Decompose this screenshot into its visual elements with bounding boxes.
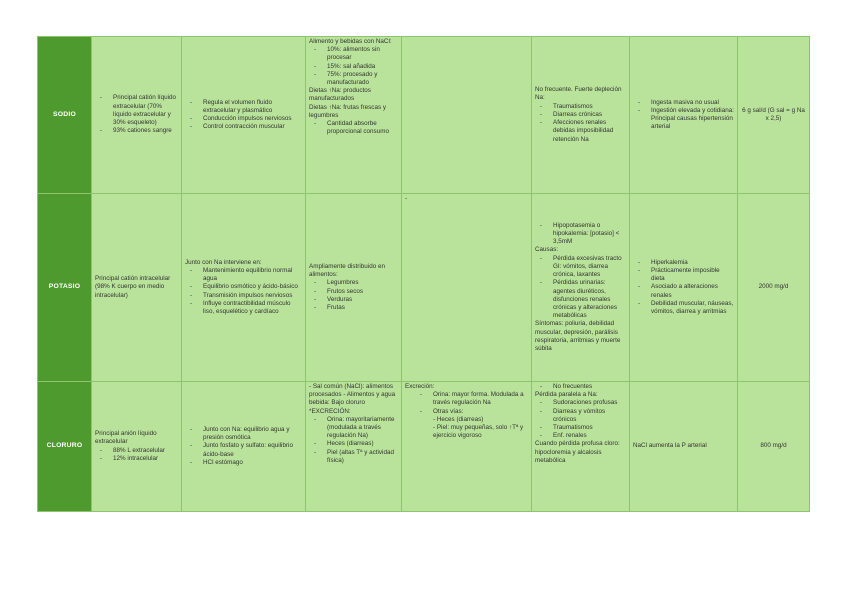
cell-functions: - Junto con Na: equilibrio agua y presión osmótica - Junto fosfato y sulfato: equilibrio ácido-base - HCl estómago [182,382,306,512]
cell-excess: - Ingesta masiva no usual - Ingestión elevada y cotidiana: Principal causas hipertensión arterial [630,37,738,194]
cell-excretion: - [402,194,532,382]
cell-excretion [402,37,532,194]
minerals-table [37,36,810,512]
table-row [38,37,810,194]
cell-location: Principal catión intracelular (98% K cuerpo en medio intracelular) [92,194,182,382]
cell-location: - Principal catión líquido extracelular (70% líquido extracelular y 30% esqueleto) - 93% cationes sangre [92,37,182,194]
cell-intake: 800 mg/d [738,382,810,512]
cell-sources: Alimento y bebidas con NaCl: - 10%: alimentos sin procesar - 15%: sal añadida - 75%: procesado y manufacturado Dietas ↑Na: productos manufacturados Dietas ↑Na: frutas frescas y legumbres - Cantidad absorbe proporcional consumo [306,37,402,194]
cell-excess: NaCl aumenta la P arterial [630,382,738,512]
table-row [38,382,810,512]
cell-excretion: Excreción: - Orina: mayor forma. Modulada a través regulación Na - Otras vías: - Heces (diarreas) - Piel: muy pequeñas, solo ↑Tª y ejercicio vigoroso [402,382,532,512]
cell-intake: 6 g sal/d (G sal = g Na x 2,5) [738,37,810,194]
cell-location: Principal anión líquido extracelular - 88% L extracelular - 12% intracelular [92,382,182,512]
cell-excess: - Hiperkalemia - Prácticamente imposible dieta - Asociado a alteraciones renales - Debilidad muscular, náuseas, vómitos, diarrea y arritmias [630,194,738,382]
mineral-name: CLORURO [38,382,92,512]
mineral-name: SODIO [38,37,92,194]
cell-deficiency: - No frecuentes Pérdida paralela a Na: - Sudoraciones profusas - Diarreas y vómitos crónicos - Traumatismos - Enf. renales Cuando pérdida profusa cloro: hipocloremia y alcalosis metabólica [532,382,630,512]
cell-deficiency: - Hipopotasemia o hipokalemia: [potasio] < 3,5mM Causas: - Pérdida excesivas tracto GI: vómitos, diarrea crónica, laxantes - Pérdidas urinarias: agentes diuréticos, disfunciones renales crónicas y alteraciones metabólicas Síntomas: poliuria, debilidad muscular, depresión, parálisis respiratoria, arritmias y muerte súbita [532,194,630,382]
cell-functions: - Regula el volumen fluido extracelular y plasmático - Conducción impulsos nerviosos - Control contracción muscular [182,37,306,194]
cell-sources: Ampliamente distribuido en alimentos: - Legumbres - Frutos secos - Verduras - Frutas [306,194,402,382]
table-row [38,194,810,382]
cell-functions: Junto con Na interviene en: - Mantenimiento equilibrio normal agua - Equilibrio osmótico y ácido-básico - Transmisión impulsos nerviosos - Influye contractibilidad músculo liso, esquelético y cardíaco [182,194,306,382]
cell-sources: - Sal común (NaCl): alimentos procesados - Alimentos y agua bebida: Bajo cloruro *EXCRECIÓN: - Orina: mayoritariamente (modulada a través regulación Na) - Heces (diarreas) - Piel (altas Tª y actividad física) [306,382,402,512]
cell-deficiency: No frecuente. Fuerte depleción Na: - Traumatismos - Diarreas crónicas - Afecciones renales debidas imposibilidad retención Na [532,37,630,194]
cell-intake: 2000 mg/d [738,194,810,382]
mineral-name: POTASIO [38,194,92,382]
